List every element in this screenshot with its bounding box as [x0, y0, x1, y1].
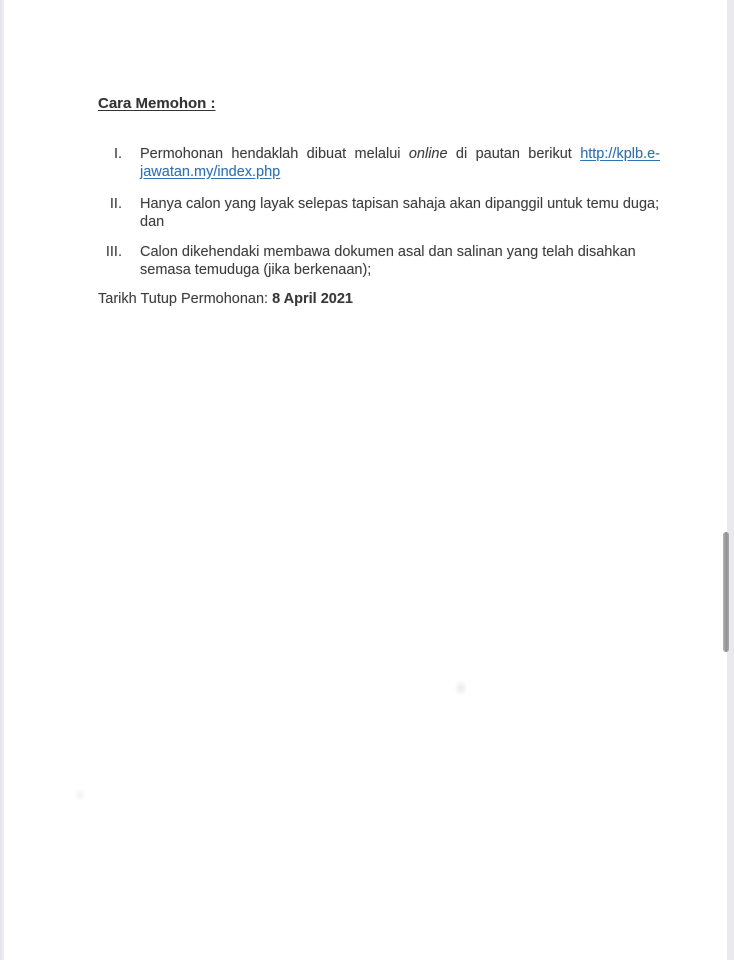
item-text [140, 146, 660, 181]
closing-date-label: Tarikh Tutup Permohonan: [98, 291, 273, 307]
scrollbar-thumb[interactable] [723, 532, 729, 652]
list-item-application-method [98, 146, 660, 181]
document-content [98, 95, 660, 309]
item-numeral: I. [113, 146, 122, 162]
photo-artifact [454, 680, 468, 696]
numbered-list [98, 146, 660, 279]
photo-artifact [74, 789, 86, 801]
list-item-documents [98, 244, 660, 279]
page-title [98, 95, 660, 113]
closing-date-value: 8 April 2021 [272, 291, 353, 307]
scrollbar-track[interactable] [727, 0, 734, 960]
item-numeral: II. [109, 196, 122, 212]
closing-date-line [98, 291, 660, 309]
link-text-line2: jawatan.my/index.php [140, 163, 281, 180]
text-segment: Permohonan hendaklah dibuat melalui [140, 146, 409, 162]
item-numeral: III. [105, 244, 122, 260]
link-text-line1: http://kplb.e- [580, 146, 660, 162]
page-left-edge [0, 0, 4, 960]
item-text: Calon dikehendaki membawa dokumen asal dan salinan yang telah disahkan semasa temuduga (jika berkenaan); [140, 244, 636, 278]
list-item-screening [98, 196, 660, 231]
item-text: Hanya calon yang layak selepas tapisan sahaja akan dipanggil untuk temu duga; dan [140, 196, 660, 230]
text-segment: di pautan berikut [447, 146, 581, 162]
italic-word-online: online [408, 146, 448, 162]
section-heading-text: Cara Memohon : [98, 95, 216, 112]
